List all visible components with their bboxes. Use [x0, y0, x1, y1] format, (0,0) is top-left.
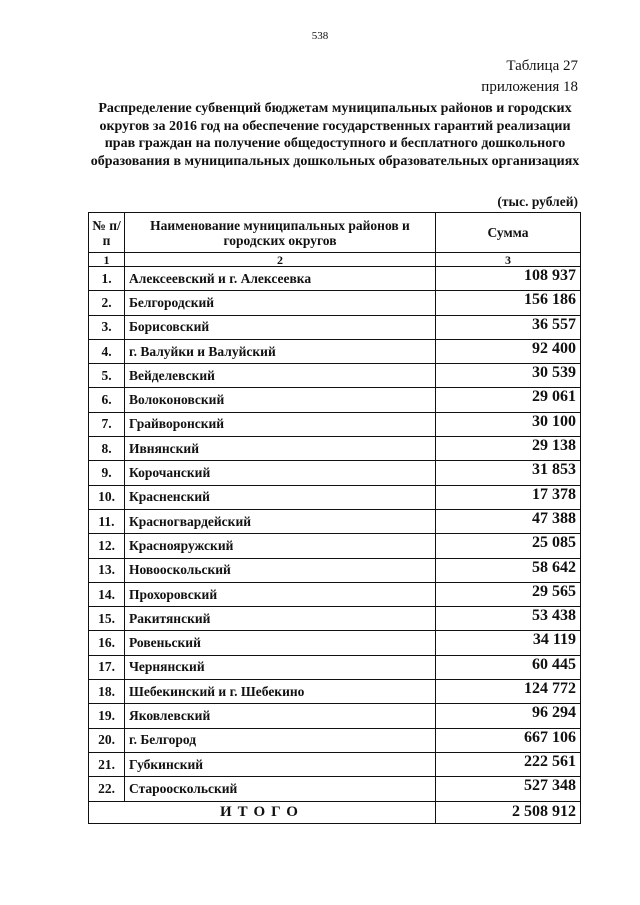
district-name: Белгородский: [125, 291, 436, 315]
district-name: Красненский: [125, 485, 436, 509]
document-title: Распределение субвенций бюджетам муниципальных районов и городских округов за 2016 год на обеспечение государственных гарантий реализации прав граждан на получение общедоступного и бесплатного дошкольного образования в муниципальных дошкольных образовательных организациях: [90, 101, 580, 169]
row-number: 11.: [89, 509, 125, 533]
table-header-row: [89, 213, 581, 253]
district-name: Прохоровский: [125, 582, 436, 606]
table-row: [89, 364, 581, 388]
row-number: 12.: [89, 534, 125, 558]
appendix-label: приложения 18: [481, 79, 578, 95]
district-name: Новооскольский: [125, 558, 436, 582]
subsidy-amount: 30 100: [436, 412, 581, 436]
table-row: [89, 388, 581, 412]
row-number: 4.: [89, 339, 125, 363]
table-row: [89, 339, 581, 363]
table-row: [89, 631, 581, 655]
district-name: Вейделевский: [125, 364, 436, 388]
total-row: [89, 801, 581, 823]
district-name: Грайворонский: [125, 412, 436, 436]
table-label: Таблица 27: [506, 58, 578, 74]
table-row: [89, 437, 581, 461]
row-number: 15.: [89, 607, 125, 631]
district-name: г. Белгород: [125, 728, 436, 752]
table-row: [89, 315, 581, 339]
subsidy-amount: 667 106: [436, 728, 581, 752]
table-row: [89, 412, 581, 436]
table-row: [89, 728, 581, 752]
table-row: [89, 704, 581, 728]
district-name: Волоконовский: [125, 388, 436, 412]
district-name: Краснояружский: [125, 534, 436, 558]
district-name: Старооскольский: [125, 777, 436, 801]
subsidy-amount: 34 119: [436, 631, 581, 655]
subsidy-amount: 17 378: [436, 485, 581, 509]
header-amount: Сумма: [436, 213, 581, 253]
district-name: Ракитянский: [125, 607, 436, 631]
column-index: 2: [125, 253, 436, 267]
subsidy-amount: 47 388: [436, 509, 581, 533]
subsidy-amount: 53 438: [436, 607, 581, 631]
district-name: Ровеньский: [125, 631, 436, 655]
row-number: 16.: [89, 631, 125, 655]
row-number: 10.: [89, 485, 125, 509]
subsidy-amount: 527 348: [436, 777, 581, 801]
row-number: 1.: [89, 267, 125, 291]
row-number: 13.: [89, 558, 125, 582]
row-number: 2.: [89, 291, 125, 315]
subsidy-amount: 31 853: [436, 461, 581, 485]
table-row: [89, 461, 581, 485]
district-name: Борисовский: [125, 315, 436, 339]
table-row: [89, 558, 581, 582]
row-number: 3.: [89, 315, 125, 339]
row-number: 14.: [89, 582, 125, 606]
subsidy-amount: 108 937: [436, 267, 581, 291]
column-index: 3: [436, 253, 581, 267]
district-name: Алексеевский и г. Алексеевка: [125, 267, 436, 291]
column-index: 1: [89, 253, 125, 267]
row-number: 18.: [89, 680, 125, 704]
subsidy-amount: 92 400: [436, 339, 581, 363]
subsidy-amount: 36 557: [436, 315, 581, 339]
table-row: [89, 534, 581, 558]
subsidy-amount: 25 085: [436, 534, 581, 558]
row-number: 5.: [89, 364, 125, 388]
subsidy-amount: 29 565: [436, 582, 581, 606]
district-name: Красногвардейский: [125, 509, 436, 533]
table-row: [89, 582, 581, 606]
row-number: 22.: [89, 777, 125, 801]
table-row: [89, 680, 581, 704]
total-amount: 2 508 912: [436, 801, 581, 823]
row-number: 21.: [89, 752, 125, 776]
row-number: 7.: [89, 412, 125, 436]
subsidy-table: [88, 212, 581, 824]
district-name: Корочанский: [125, 461, 436, 485]
row-number: 9.: [89, 461, 125, 485]
table-row: [89, 485, 581, 509]
table-row: [89, 509, 581, 533]
district-name: г. Валуйки и Валуйский: [125, 339, 436, 363]
table-row: [89, 291, 581, 315]
district-name: Шебекинский и г. Шебекино: [125, 680, 436, 704]
row-number: 19.: [89, 704, 125, 728]
table-row: [89, 267, 581, 291]
district-name: Чернянский: [125, 655, 436, 679]
subsidy-amount: 60 445: [436, 655, 581, 679]
district-name: Губкинский: [125, 752, 436, 776]
header-num: № п/п: [89, 213, 125, 253]
subsidy-amount: 156 186: [436, 291, 581, 315]
row-number: 17.: [89, 655, 125, 679]
units-label: (тыс. рублей): [497, 194, 578, 209]
subsidy-amount: 29 061: [436, 388, 581, 412]
subsidy-amount: 222 561: [436, 752, 581, 776]
district-name: Яковлевский: [125, 704, 436, 728]
subsidy-amount: 96 294: [436, 704, 581, 728]
district-name: Ивнянский: [125, 437, 436, 461]
subsidy-amount: 30 539: [436, 364, 581, 388]
row-number: 6.: [89, 388, 125, 412]
subsidy-amount: 124 772: [436, 680, 581, 704]
table-row: [89, 777, 581, 801]
total-label: ИТОГО: [89, 801, 436, 823]
table-row: [89, 607, 581, 631]
header-name: Наименование муниципальных районов и городских округов: [125, 213, 436, 253]
table-row: [89, 655, 581, 679]
row-number: 8.: [89, 437, 125, 461]
subsidy-amount: 58 642: [436, 558, 581, 582]
subsidy-amount: 29 138: [436, 437, 581, 461]
row-number: 20.: [89, 728, 125, 752]
page-number: 538: [311, 30, 329, 42]
table-row: [89, 752, 581, 776]
column-index-row: [89, 253, 581, 267]
